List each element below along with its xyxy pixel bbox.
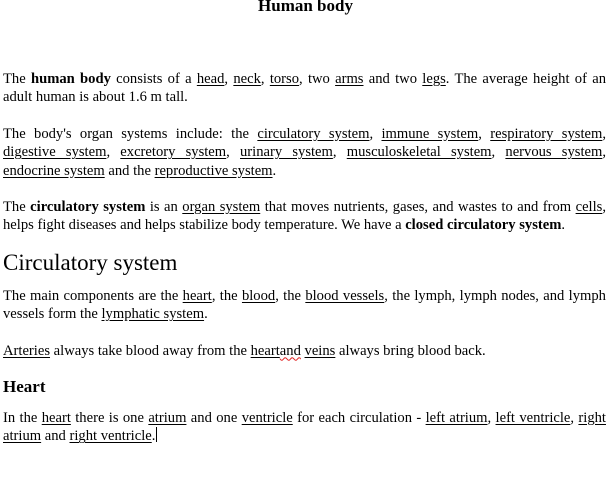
link-right-atrium[interactable]: right atrium xyxy=(3,410,606,445)
text: The body's organ systems include: the xyxy=(3,125,258,142)
link-arms[interactable]: arms xyxy=(335,71,364,87)
text: . xyxy=(272,162,277,179)
text: . xyxy=(561,217,566,234)
text: . xyxy=(151,428,156,445)
link-right-ventricle[interactable]: right ventricle xyxy=(69,428,152,445)
paragraph-organ-systems xyxy=(3,125,606,180)
document-page[interactable] xyxy=(3,0,606,446)
link-reproductive-system[interactable]: reproductive system xyxy=(154,162,273,179)
link-musculoskeletal-system[interactable]: musculoskeletal system xyxy=(346,144,492,161)
link-endocrine-system[interactable]: endocrine system xyxy=(3,162,105,179)
bold-term-closed-circulatory-system: closed circulatory system xyxy=(405,217,562,234)
paragraph-intro xyxy=(3,70,606,107)
bold-term-circulatory-system: circulatory system xyxy=(30,199,146,216)
link-head[interactable]: head xyxy=(196,71,225,87)
link-arteries[interactable]: Arteries xyxy=(3,342,51,359)
link-ventricle[interactable]: ventricle xyxy=(241,410,293,427)
text: is an xyxy=(145,199,183,216)
link-blood-vessels[interactable]: blood vessels xyxy=(305,287,385,304)
text: , the xyxy=(211,287,242,304)
link-cells[interactable]: cells xyxy=(575,199,603,216)
paragraph-arteries-veins xyxy=(3,342,606,360)
text: The xyxy=(3,199,31,216)
spelling-error-word[interactable]: and xyxy=(279,342,301,359)
link-heart[interactable]: heart xyxy=(250,342,280,359)
link-atrium[interactable]: atrium xyxy=(148,410,187,427)
paragraph-main-components xyxy=(3,287,606,324)
text: , xyxy=(332,144,347,161)
text: , xyxy=(226,144,240,161)
heading-heart: Heart xyxy=(3,377,46,397)
link-veins[interactable]: veins xyxy=(304,342,336,359)
text: consists of a xyxy=(110,71,197,87)
link-nervous-system[interactable]: nervous system xyxy=(505,144,603,161)
text: and xyxy=(41,428,70,445)
text: there is one xyxy=(70,410,149,427)
link-legs[interactable]: legs xyxy=(422,71,446,87)
link-immune-system[interactable]: immune system xyxy=(381,125,479,142)
link-urinary-system[interactable]: urinary system xyxy=(240,144,333,161)
text: , the lymph, lymph nodes, and lymph vessels form the xyxy=(3,287,606,323)
text: , xyxy=(260,71,270,87)
text: , two xyxy=(299,71,336,87)
link-left-atrium[interactable]: left atrium xyxy=(425,410,488,427)
link-heart[interactable]: heart xyxy=(182,287,212,304)
link-heart[interactable]: heart xyxy=(41,410,71,427)
paragraph-circulatory xyxy=(3,198,606,235)
text: , xyxy=(491,144,506,161)
text: for each circulation - xyxy=(292,410,426,427)
text: The main components are the xyxy=(3,287,183,304)
text: and the xyxy=(104,162,155,179)
link-digestive-system[interactable]: digestive system xyxy=(3,144,107,161)
link-left-ventricle[interactable]: left ventricle xyxy=(495,410,571,427)
heading-circulatory-system: Circulatory system xyxy=(3,249,178,275)
text: , xyxy=(369,125,382,142)
text: , the xyxy=(275,287,306,304)
paragraph-heart xyxy=(3,409,606,446)
link-blood[interactable]: blood xyxy=(241,287,276,304)
bold-term-human-body: human body xyxy=(30,71,111,87)
text: . The average height of an adult human is about 1.6 m tall. xyxy=(3,71,607,106)
text: always bring blood back. xyxy=(335,342,486,359)
text: , helps fight diseases and helps stabilize body temperature. We have a xyxy=(3,199,606,234)
link-neck[interactable]: neck xyxy=(233,71,261,87)
text: , xyxy=(224,71,234,87)
text: , xyxy=(106,144,121,161)
document-title: Human body xyxy=(258,0,353,15)
text: , xyxy=(570,410,579,427)
link-torso[interactable]: torso xyxy=(269,71,300,87)
link-excretory-system[interactable]: excretory system xyxy=(120,144,227,161)
link-respiratory-system[interactable]: respiratory system xyxy=(490,125,603,142)
text: , xyxy=(602,144,606,161)
text: and one xyxy=(186,410,242,427)
link-circulatory-system[interactable]: circulatory system xyxy=(257,125,370,142)
link-organ-system[interactable]: organ system xyxy=(182,199,261,216)
text: that moves nutrients, gases, and wastes to and from xyxy=(260,199,576,216)
text: The xyxy=(3,71,31,87)
text: . xyxy=(204,306,208,323)
text: always take blood away from the xyxy=(50,342,251,359)
text: and two xyxy=(363,71,423,87)
text: , xyxy=(478,125,491,142)
link-lymphatic-system[interactable]: lymphatic system xyxy=(101,306,205,323)
text-cursor xyxy=(156,427,157,442)
text: , xyxy=(487,410,496,427)
text: , xyxy=(602,125,607,142)
text: In the xyxy=(3,410,42,427)
